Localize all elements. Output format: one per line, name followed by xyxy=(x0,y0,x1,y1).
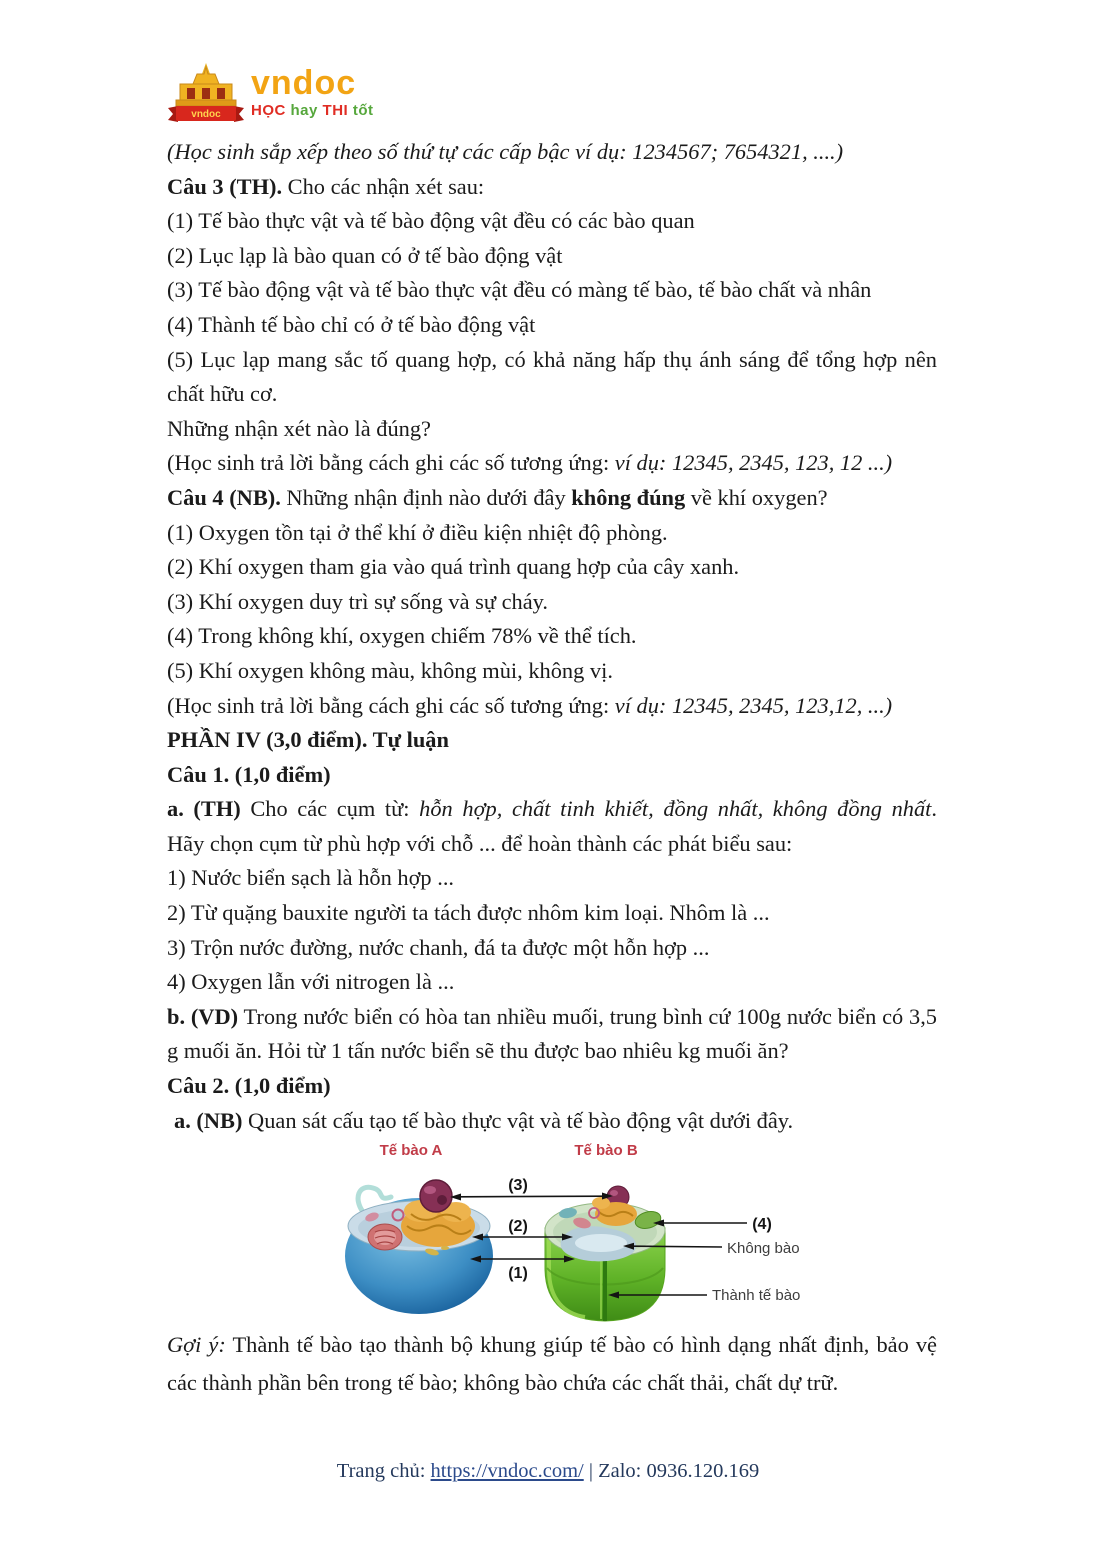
text-run: ví dụ: 12345, 2345, 123,12, ...) xyxy=(614,692,893,718)
text-run: Hãy chọn cụm từ phù hợp với chỗ ... để hoàn thành các phát biểu sau: xyxy=(167,830,793,856)
cell-figure xyxy=(335,1140,810,1335)
paragraph xyxy=(167,723,937,758)
text-run: (2) Khí oxygen tham gia vào quá trình quang hợp của cây xanh. xyxy=(167,554,740,580)
text-run: (1) Oxygen tồn tại ở thể khí ở điều kiện nhiệt độ phòng. xyxy=(167,519,668,545)
text-run: (1) Tế bào thực vật và tế bào động vật đều có các bào quan xyxy=(167,208,695,234)
vndoc-logo xyxy=(166,62,374,126)
text-run: (5) Lục lạp mang sắc tố quang hợp, có khả năng hấp thụ ánh sáng để tổng hợp nên chất hữu cơ. xyxy=(167,346,937,407)
document-body xyxy=(167,135,937,1138)
text-run: 1) Nước biển sạch là hỗn hợp ... xyxy=(167,865,455,891)
paragraph xyxy=(167,446,937,481)
paragraph xyxy=(167,308,937,343)
paragraph xyxy=(167,204,937,239)
vndoc-logo-emblem xyxy=(166,62,246,126)
text-run: Câu 2. (1,0 điểm) xyxy=(167,1073,331,1099)
plant-cell-illustration xyxy=(545,1186,665,1321)
text-run: 4) Oxygen lẫn với nitrogen là ... xyxy=(167,969,455,995)
brand-tagline xyxy=(251,102,374,120)
paragraph xyxy=(167,1069,937,1104)
paragraph xyxy=(167,481,937,516)
paragraph xyxy=(167,412,937,447)
cell-wall-label: Thành tế bào xyxy=(712,1287,801,1304)
banner-text: vndoc xyxy=(191,109,221,120)
text-run: (Học sinh trả lời bằng cách ghi các số tương ứng: xyxy=(167,450,615,476)
paragraph xyxy=(167,827,937,862)
text-run: (4) Thành tế bào chỉ có ở tế bào động vật xyxy=(167,311,536,337)
text-run: . xyxy=(931,796,938,822)
footer-zalo: Zalo: 0936.120.169 xyxy=(598,1460,760,1482)
text-run: (2) Lục lạp là bào quan có ở tế bào động vật xyxy=(167,242,563,268)
paragraph xyxy=(167,1104,937,1139)
paragraph xyxy=(167,861,937,896)
text-run: a. (TH) xyxy=(167,796,241,822)
paragraph xyxy=(167,239,937,274)
mitochondrion-shape xyxy=(368,1224,402,1250)
callout-1-label: (1) xyxy=(508,1265,528,1282)
text-run: 3) Trộn nước đường, nước chanh, đá ta được một hỗn hợp ... xyxy=(167,934,710,960)
cell-diagram xyxy=(335,1140,810,1335)
homepage-link[interactable]: https://vndoc.com/ xyxy=(430,1460,584,1482)
paragraph xyxy=(167,343,937,412)
cell-a-label: Tế bào A xyxy=(379,1142,443,1159)
paragraph xyxy=(167,516,937,551)
text-run: (Học sinh trả lời bằng cách ghi các số tương ứng: xyxy=(167,692,615,718)
text-run: Câu 4 (NB). xyxy=(167,484,281,510)
paragraph xyxy=(167,1000,937,1069)
text-run: hỗn hợp, chất tinh khiết, đồng nhất, không đồng nhất xyxy=(419,796,932,822)
animal-cell-illustration xyxy=(345,1180,493,1314)
text-run: không đúng xyxy=(571,484,686,510)
text-run: Gợi ý: xyxy=(167,1332,226,1357)
text-run: (3) Khí oxygen duy trì sự sống và sự cháy. xyxy=(167,588,549,614)
paragraph xyxy=(167,758,937,793)
text-run: (Học sinh sắp xếp theo số thứ tự các cấp bậc ví dụ: 1234567; 7654321, ....) xyxy=(167,139,844,164)
tagline-hoc: HỌC xyxy=(251,102,286,119)
nucleus-shape xyxy=(420,1180,452,1212)
paragraph xyxy=(167,619,937,654)
cell-b-label: Tế bào B xyxy=(574,1142,638,1159)
paragraph xyxy=(167,654,937,689)
text-run: (5) Khí oxygen không màu, không mùi, không vị. xyxy=(167,657,613,683)
text-run: Cho các nhận xét sau: xyxy=(282,173,485,199)
text-run: Cho các cụm từ: xyxy=(240,796,420,822)
callout-2-label: (2) xyxy=(508,1218,528,1235)
paragraph xyxy=(167,273,937,308)
text-run: Thành tế bào tạo thành bộ khung giúp tế bào có hình dạng nhất định, bảo vệ các thành phần bên trong tế bào; không bào chứa các chất thải, chất dự trữ. xyxy=(167,1332,937,1395)
footer-homepage-label: Trang chủ: xyxy=(336,1460,431,1482)
text-run: Trong nước biển có hòa tan nhiều muối, trung bình cứ 100g nước biển có 3,5 g muối ăn. Hỏi từ 1 tấn nước biển sẽ thu được bao nhiêu kg muối ăn? xyxy=(167,1003,937,1064)
callout-3-label: (3) xyxy=(508,1177,528,1194)
text-run: PHẦN IV (3,0 điểm). Tự luận xyxy=(167,727,449,753)
tagline-hay: hay xyxy=(290,102,318,119)
tagline-tot: tốt xyxy=(352,102,374,119)
tagline-thi: THI xyxy=(322,102,349,119)
brand-wordmark: vndoc xyxy=(251,64,357,102)
text-run: Những nhận định nào dưới đây xyxy=(280,484,572,510)
text-run: b. (VD) xyxy=(167,1003,239,1029)
text-run: Câu 3 (TH). xyxy=(167,173,283,199)
ribbon-banner xyxy=(168,106,244,122)
footer-separator: | xyxy=(583,1460,599,1482)
text-run: (4) Trong không khí, oxygen chiếm 78% về thể tích. xyxy=(167,623,637,649)
paragraph xyxy=(167,896,937,931)
text-run: a. (NB) xyxy=(174,1107,243,1133)
paragraph xyxy=(167,585,937,620)
text-run: về khí oxygen? xyxy=(685,484,828,510)
text-run: Quan sát cấu tạo tế bào thực vật và tế bào động vật dưới đây. xyxy=(242,1107,794,1133)
hint-block xyxy=(167,1326,937,1402)
paragraph xyxy=(167,689,937,724)
text-run: (3) Tế bào động vật và tế bào thực vật đều có màng tế bào, tế bào chất và nhân xyxy=(167,277,872,303)
vacuole-label: Không bào xyxy=(727,1240,800,1257)
text-run: Câu 1. (1,0 điểm) xyxy=(167,761,331,787)
paragraph xyxy=(167,792,937,827)
paragraph xyxy=(167,931,937,966)
paragraph xyxy=(167,550,937,585)
paragraph xyxy=(167,135,937,170)
callout-4-label: (4) xyxy=(752,1216,772,1233)
brand-text-block xyxy=(251,62,374,120)
text-run: ví dụ: 12345, 2345, 123, 12 ...) xyxy=(614,450,893,476)
paragraph xyxy=(167,170,937,205)
text-run: Những nhận xét nào là đúng? xyxy=(167,415,431,441)
text-run: 2) Từ quặng bauxite người ta tách được nhôm kim loại. Nhôm là ... xyxy=(167,900,770,926)
paragraph xyxy=(167,1326,937,1402)
paragraph xyxy=(167,965,937,1000)
page-footer xyxy=(0,1460,1096,1483)
temple-icon xyxy=(176,63,236,106)
